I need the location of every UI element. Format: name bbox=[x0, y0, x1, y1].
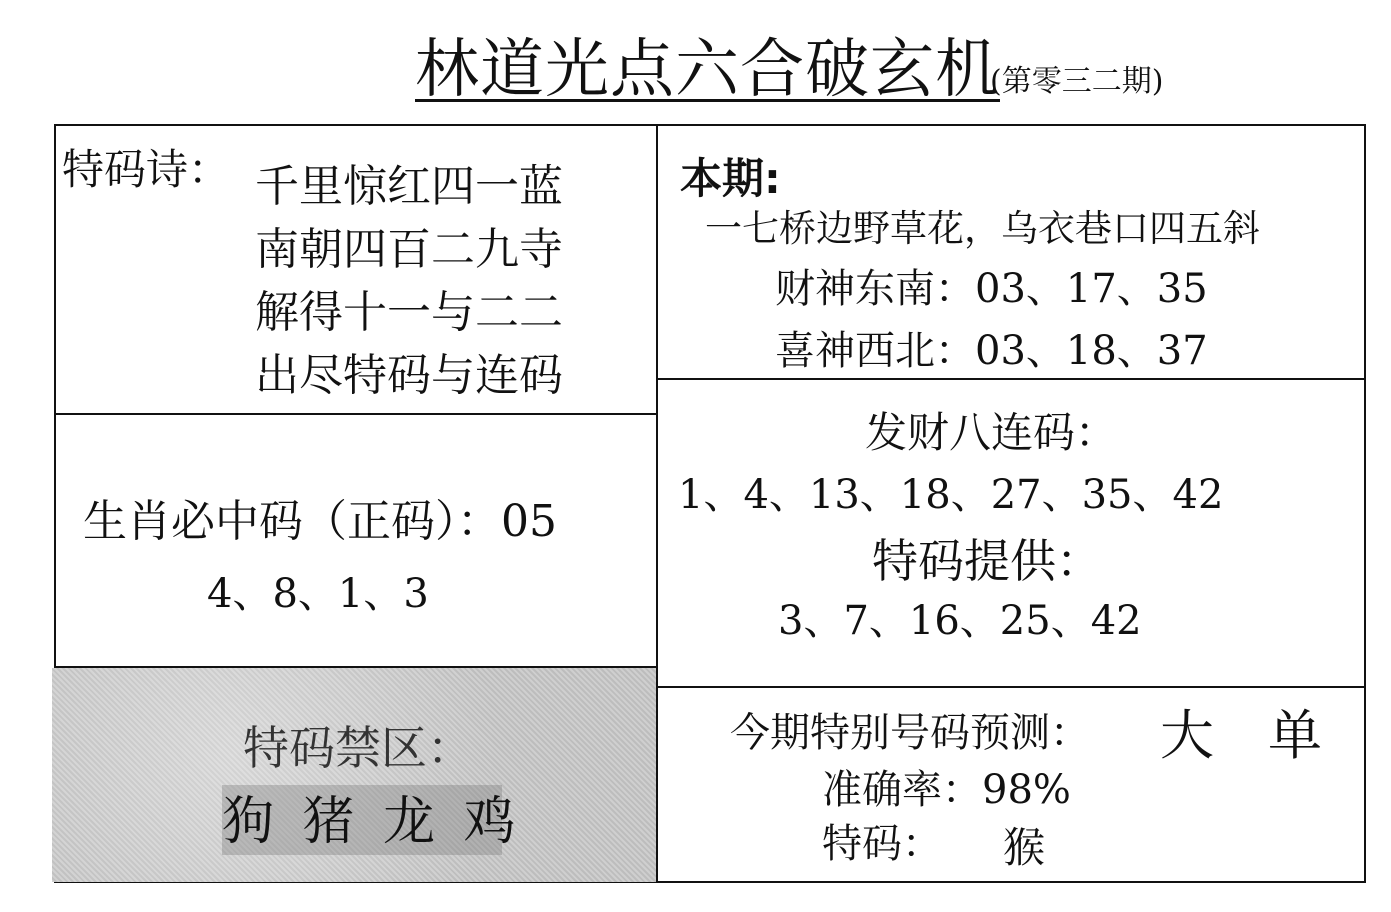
page-title: 林道光点六合破玄机 bbox=[415, 33, 1000, 107]
poem-label: 特码诗： bbox=[62, 145, 231, 194]
poem-line-3: 解得十一与二二 bbox=[255, 287, 563, 338]
eight-codes-label: 发财八连码： bbox=[865, 408, 1118, 457]
special-numbers: 3、7、16、25、42 bbox=[778, 598, 1142, 644]
left-divider-1 bbox=[54, 413, 658, 415]
prediction-value: 大 单 bbox=[1160, 704, 1322, 767]
zodiac-numbers: 4、8、1、3 bbox=[207, 571, 429, 617]
accuracy-text: 准确率：98% bbox=[822, 767, 1071, 813]
poem-line-4: 出尽特码与连码 bbox=[255, 350, 563, 401]
forbidden-label: 特码禁区： bbox=[243, 721, 473, 775]
center-divider bbox=[656, 124, 658, 883]
tema-label: 特码： bbox=[822, 821, 942, 867]
right-divider-2 bbox=[656, 686, 1366, 688]
eight-codes-numbers: 1、4、13、18、27、35、42 bbox=[678, 472, 1224, 518]
issue-number: (第零三二期) bbox=[990, 64, 1164, 99]
current-verse: 一七桥边野草花，乌衣巷口四五斜 bbox=[705, 207, 1260, 250]
prediction-label: 今期特别号码预测： bbox=[730, 710, 1090, 756]
tema-value: 猴 bbox=[1003, 823, 1046, 872]
special-label: 特码提供： bbox=[872, 534, 1102, 588]
current-label: 本期: bbox=[680, 154, 781, 203]
zodiac-label: 生肖必中码（正码）：05 bbox=[83, 496, 557, 547]
wealth-god-numbers: 财神东南：03、17、35 bbox=[775, 266, 1208, 312]
right-divider-1 bbox=[656, 378, 1366, 380]
joy-god-numbers: 喜神西北：03、18、37 bbox=[775, 328, 1208, 374]
poem-line-2: 南朝四百二九寺 bbox=[255, 224, 563, 275]
left-divider-2 bbox=[54, 666, 658, 668]
forbidden-items: 狗 猪 龙 鸡 bbox=[222, 792, 522, 852]
poem-line-1: 千里惊红四一蓝 bbox=[255, 161, 563, 212]
